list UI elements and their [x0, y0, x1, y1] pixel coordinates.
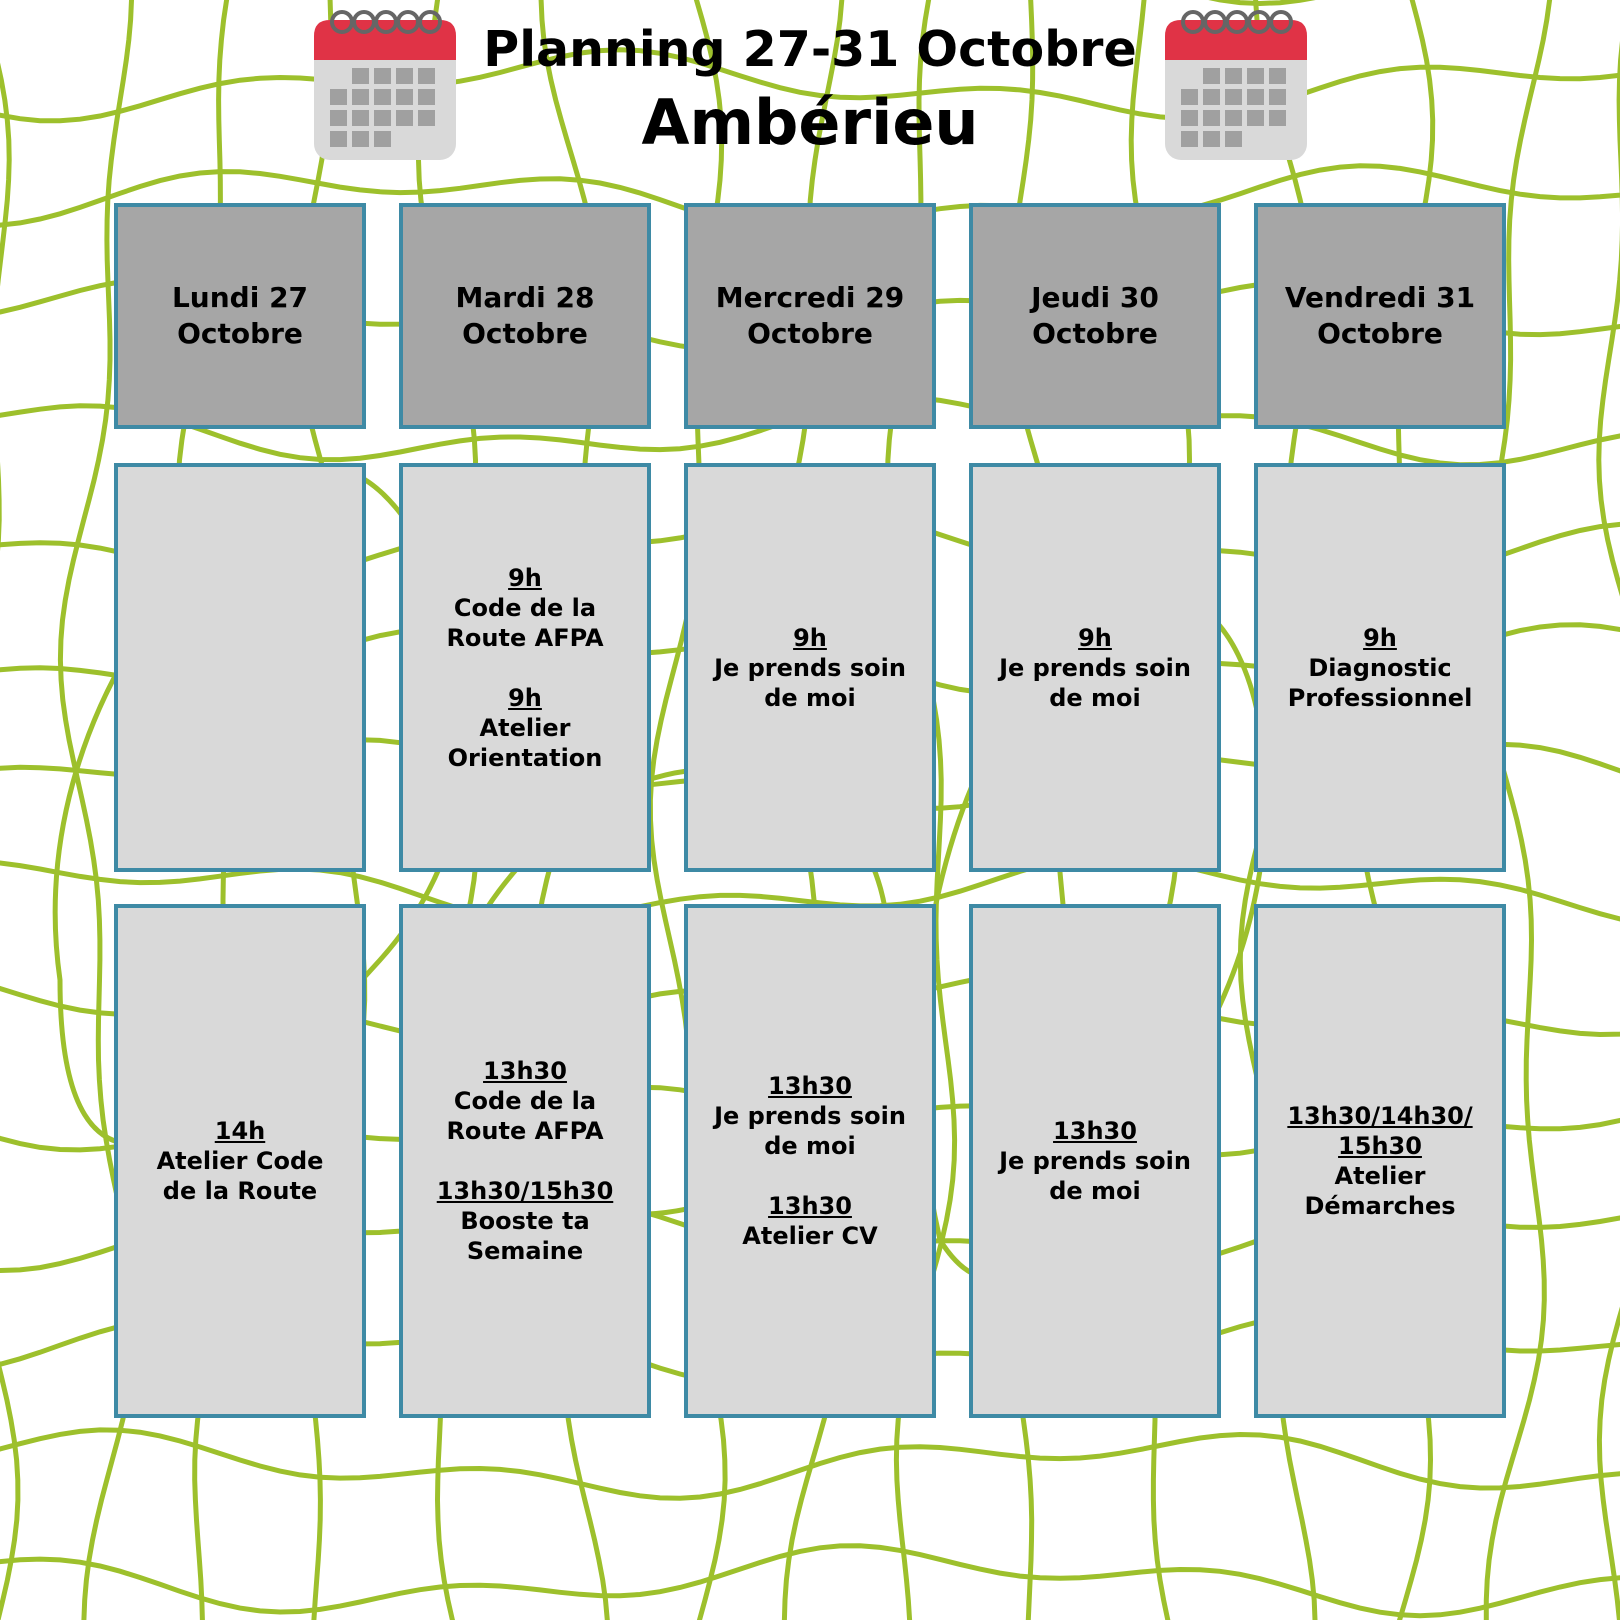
calendar-day	[1225, 89, 1242, 105]
event-title: de moi	[764, 1132, 856, 1160]
morning-slot	[399, 463, 651, 872]
event-title: de moi	[1049, 683, 1141, 712]
event-title: Atelier Code	[156, 1147, 324, 1175]
day-header-label: Octobre	[462, 317, 588, 350]
calendar-day	[352, 110, 369, 126]
event-time: 13h30	[483, 1057, 567, 1085]
calendar-day	[374, 68, 391, 84]
event-time: 9h	[1078, 623, 1112, 652]
afternoon-slot	[114, 904, 366, 1418]
calendar-day	[1225, 131, 1242, 147]
afternoon-slot	[969, 904, 1221, 1418]
calendar-day	[330, 131, 347, 147]
day-header	[1254, 203, 1506, 429]
background-line	[0, 0, 1620, 4]
event-title: Code de la	[453, 1087, 597, 1115]
calendar-day	[1203, 89, 1220, 105]
event-title: Route AFPA	[446, 623, 604, 652]
morning-slot	[114, 463, 366, 872]
event-time: 13h30	[768, 1192, 852, 1220]
calendar-icon	[1163, 2, 1309, 162]
event-title: Booste ta	[460, 1207, 590, 1235]
calendar-day	[1203, 131, 1220, 147]
calendar-day	[330, 89, 347, 105]
event-title: de la Route	[162, 1177, 318, 1205]
day-header	[399, 203, 651, 429]
background-line	[1599, 0, 1620, 1620]
calendar-day	[352, 89, 369, 105]
morning-slot	[969, 463, 1221, 872]
calendar-day	[396, 110, 413, 126]
calendar-day	[418, 68, 435, 84]
event-title: Semaine	[466, 1237, 584, 1265]
event-title: Je prends soin	[714, 653, 906, 682]
day-header-label: Mercredi 29	[715, 281, 905, 314]
day-header-label: Octobre	[177, 317, 303, 350]
calendar-day	[1247, 68, 1264, 84]
day-header	[684, 203, 936, 429]
calendar-day	[330, 110, 347, 126]
day-header-label: Vendredi 31	[1284, 281, 1476, 314]
calendar-day	[1269, 68, 1286, 84]
event-title: de moi	[1049, 1177, 1141, 1205]
event-title: Code de la	[453, 593, 597, 622]
event-time: 13h30	[1053, 1117, 1137, 1145]
day-header-label: Lundi 27	[171, 281, 309, 314]
event-time: 9h	[793, 623, 827, 652]
event-title: de moi	[764, 683, 856, 712]
calendar-day	[418, 110, 435, 126]
event-time: 9h	[1363, 623, 1397, 652]
event-title: Je prends soin	[999, 653, 1191, 682]
afternoon-slot	[1254, 904, 1506, 1418]
day-header-label: Octobre	[747, 317, 873, 350]
day-header	[969, 203, 1221, 429]
morning-slot	[684, 463, 936, 872]
calendar-day	[1225, 110, 1242, 126]
calendar-day	[1225, 68, 1242, 84]
event-title: Route AFPA	[446, 1117, 604, 1145]
calendar-day	[374, 131, 391, 147]
calendar-day	[1269, 89, 1286, 105]
event-title: Atelier	[479, 713, 571, 742]
calendar-day	[1247, 110, 1264, 126]
calendar-day	[352, 131, 369, 147]
day-header-label: Jeudi 30	[1031, 281, 1159, 314]
calendar-day	[1181, 89, 1198, 105]
event-time: 9h	[508, 563, 542, 592]
calendar-day	[1181, 131, 1198, 147]
day-header-label: Mardi 28	[455, 281, 595, 314]
event-title: Je prends soin	[714, 1102, 906, 1130]
calendar-day	[396, 68, 413, 84]
event-title: Démarches	[1304, 1192, 1456, 1220]
page-subtitle: Ambérieu	[641, 86, 979, 159]
calendar-day	[1181, 110, 1198, 126]
calendar-top	[1165, 20, 1307, 60]
event-title: Orientation	[447, 743, 603, 772]
event-title: Atelier	[1334, 1162, 1426, 1190]
event-time: 13h30/14h30/	[1287, 1102, 1473, 1130]
event-title: Atelier CV	[742, 1222, 878, 1250]
calendar-day	[352, 68, 369, 84]
day-header	[114, 203, 366, 429]
calendar-day	[1203, 68, 1220, 84]
calendar-icon	[312, 2, 458, 162]
afternoon-slot	[399, 904, 651, 1418]
event-time: 13h30/15h30	[436, 1177, 614, 1205]
event-title: Professionnel	[1287, 683, 1473, 712]
event-time: 14h	[214, 1117, 266, 1145]
event-time: 15h30	[1338, 1132, 1422, 1160]
event-title: Je prends soin	[999, 1147, 1191, 1175]
calendar-day	[1269, 110, 1286, 126]
calendar-day	[374, 110, 391, 126]
day-header-label: Octobre	[1032, 317, 1158, 350]
calendar-top	[314, 20, 456, 60]
event-title: Diagnostic	[1308, 653, 1452, 682]
event-time: 13h30	[768, 1072, 852, 1100]
calendar-day	[374, 89, 391, 105]
afternoon-slot	[684, 904, 936, 1418]
morning-slot	[1254, 463, 1506, 872]
event-time: 9h	[508, 683, 542, 712]
page-title: Planning 27-31 Octobre	[483, 21, 1137, 78]
background-line	[0, 1546, 1620, 1616]
calendar-day	[418, 89, 435, 105]
day-header-label: Octobre	[1317, 317, 1443, 350]
background-line	[0, 0, 18, 1620]
calendar-day	[396, 89, 413, 105]
calendar-day	[1203, 110, 1220, 126]
calendar-day	[1247, 89, 1264, 105]
